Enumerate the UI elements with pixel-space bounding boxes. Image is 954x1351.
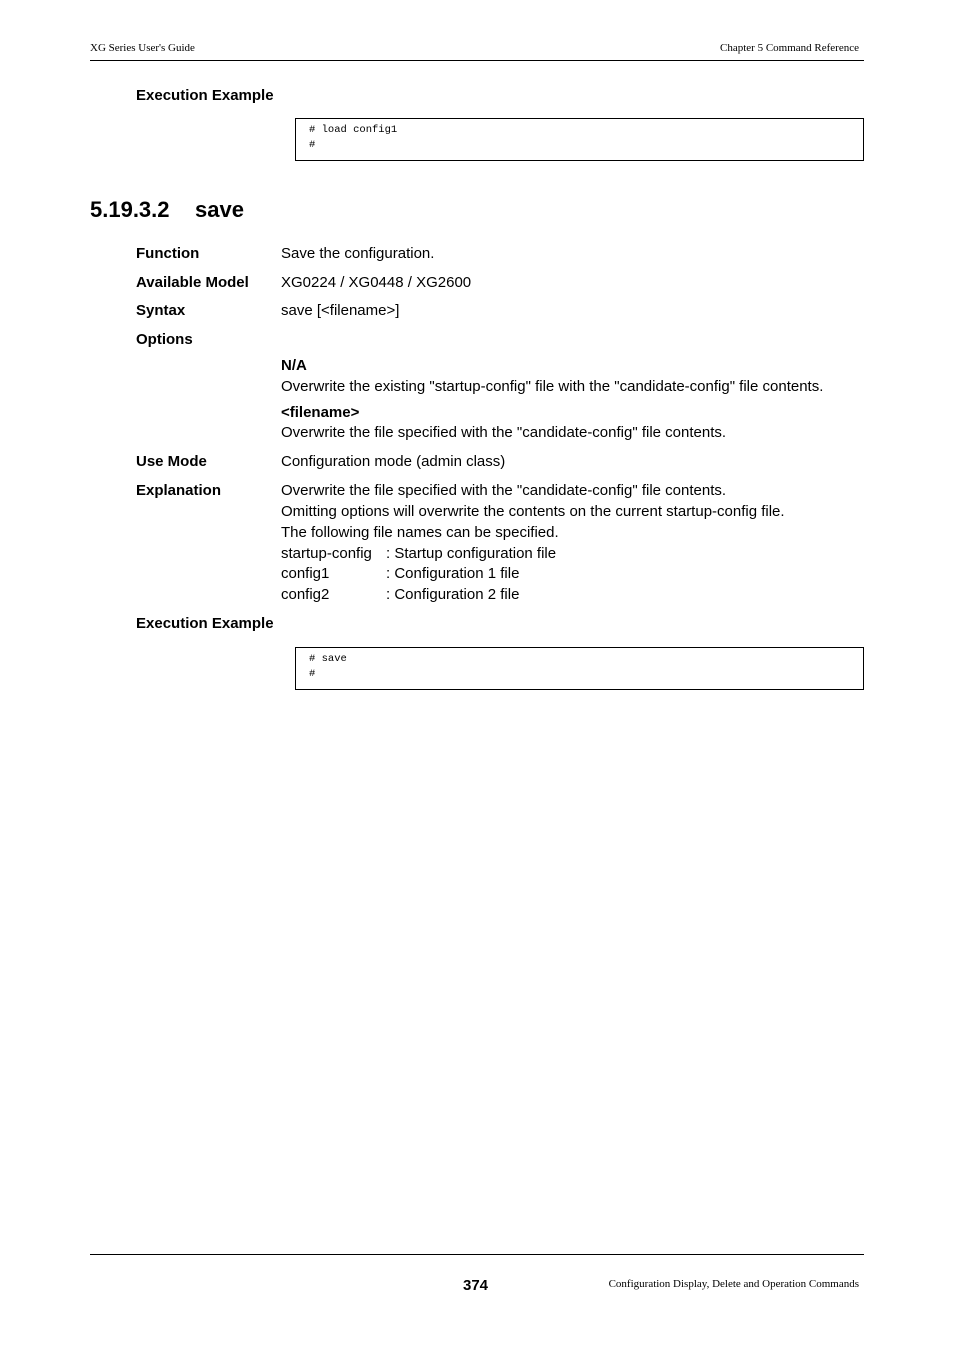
footer-divider: [90, 1254, 864, 1255]
syntax-label: Syntax: [136, 302, 186, 319]
code-line: # load config1: [309, 124, 398, 136]
option-na-name: N/A: [281, 357, 307, 374]
prev-execution-example-label: Execution Example: [136, 87, 274, 104]
page-number: 374: [463, 1277, 489, 1294]
code-line: # save: [309, 653, 347, 665]
code-line: #: [309, 139, 316, 151]
execution-example-label: Execution Example: [136, 615, 274, 632]
section-heading: [90, 197, 244, 223]
available-model-label: Available Model: [136, 274, 249, 291]
function-label: Function: [136, 245, 200, 262]
option-filename-name: <filename>: [281, 404, 360, 421]
file-name: startup-config: [281, 545, 372, 562]
header-divider: [90, 60, 864, 61]
file-description: : Configuration 1 file: [386, 565, 520, 582]
running-footer-right: Configuration Display, Delete and Operation Commands: [608, 1278, 859, 1290]
file-name: config2: [281, 586, 330, 603]
function-value: Save the configuration.: [281, 245, 435, 262]
syntax-value: save [<filename>]: [281, 302, 400, 319]
explanation-label: Explanation: [136, 482, 222, 499]
use-mode-value: Configuration mode (admin class): [281, 453, 506, 470]
use-mode-label: Use Mode: [136, 453, 207, 470]
file-description: : Configuration 2 file: [386, 586, 520, 603]
running-header-left: XG Series User's Guide: [90, 42, 195, 54]
available-model-value: XG0224 / XG0448 / XG2600: [281, 274, 472, 291]
prev-code-box: [295, 118, 864, 161]
file-name: config1: [281, 565, 330, 582]
running-header-right: Chapter 5 Command Reference: [720, 42, 859, 54]
code-line: #: [309, 668, 316, 680]
code-box: [295, 647, 864, 690]
file-description: : Startup configuration file: [386, 545, 557, 562]
option-na-description: Overwrite the existing "startup-config" file with the "candidate-config" file contents.: [281, 378, 824, 395]
explanation-line: The following file names can be specified.: [281, 524, 559, 541]
section-number: 5.19.3.2: [90, 197, 170, 222]
explanation-line: Omitting options will overwrite the contents on the current startup-config file.: [281, 503, 785, 520]
option-filename-description: Overwrite the file specified with the "candidate-config" file contents.: [281, 424, 727, 441]
options-label: Options: [136, 331, 193, 348]
section-title: save: [195, 197, 244, 222]
explanation-line: Overwrite the file specified with the "candidate-config" file contents.: [281, 482, 727, 499]
